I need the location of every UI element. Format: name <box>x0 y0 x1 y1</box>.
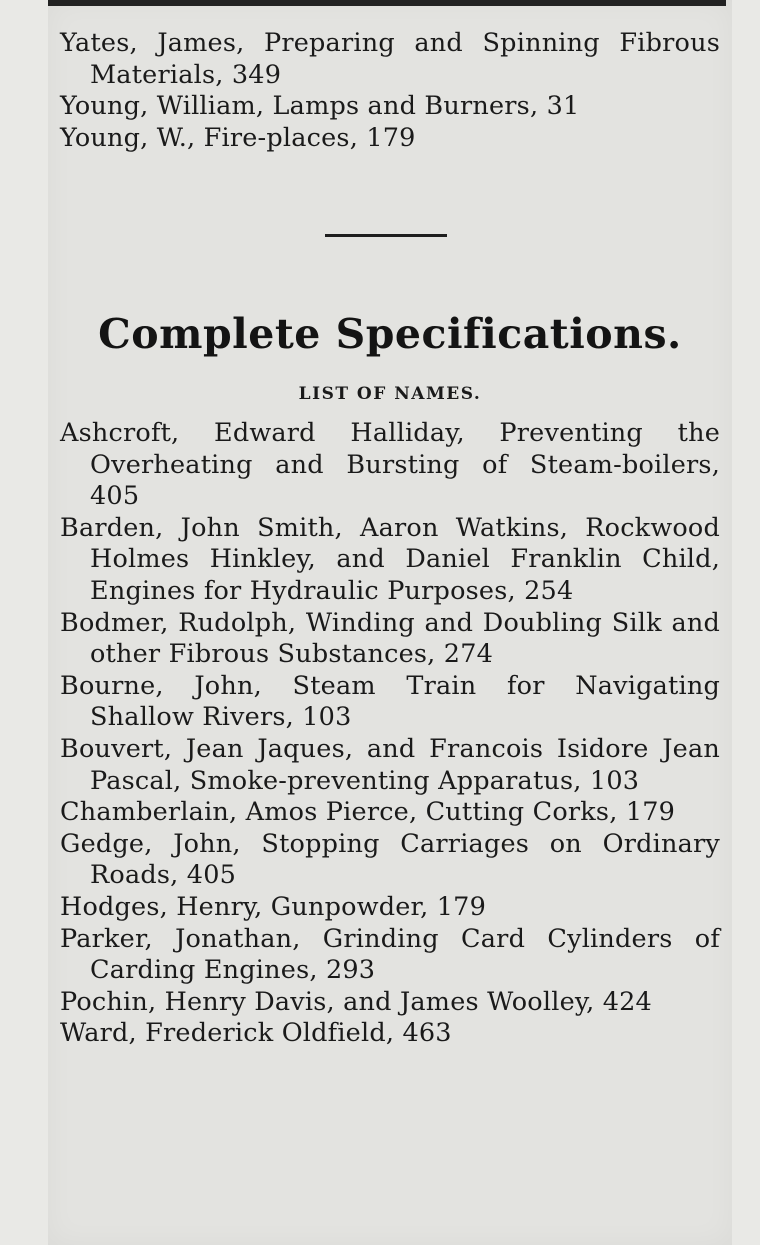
list-item: Parker, Jonathan, Grinding Card Cylinders of Carding Engines, 293 <box>60 923 720 986</box>
list-item: Bourne, John, Steam Train for Navigating Shallow Rivers, 103 <box>60 670 720 733</box>
section-title: Complete Specifications. <box>98 310 682 358</box>
specifications-list <box>60 418 720 1050</box>
list-item: Hodges, Henry, Gunpowder, 179 <box>60 891 487 922</box>
list-item: Pochin, Henry Davis, and James Woolley, 424 <box>60 986 652 1017</box>
section-divider <box>325 234 447 237</box>
list-item: Bodmer, Rudolph, Winding and Doubling Silk and other Fibrous Substances, 274 <box>60 607 720 670</box>
list-item: Gedge, John, Stopping Carriages on Ordinary Roads, 405 <box>60 828 720 891</box>
list-item: Young, William, Lamps and Burners, 31 <box>60 91 580 122</box>
list-item: Bouvert, Jean Jaques, and Francois Isidore Jean Pascal, Smoke-preventing Apparatus, 103 <box>60 733 720 796</box>
list-item: Ward, Frederick Oldfield, 463 <box>60 1018 452 1049</box>
top-rule <box>48 0 726 6</box>
list-item: Barden, John Smith, Aaron Watkins, Rockwood Holmes Hinkley, and Daniel Franklin Child, Engines for Hydraulic Purposes, 254 <box>60 512 720 606</box>
section-subtitle: LIST OF NAMES. <box>298 384 482 404</box>
list-item: Ashcroft, Edward Halliday, Preventing the Overheating and Bursting of Steam-boilers, 405 <box>60 418 720 512</box>
list-item: Young, W., Fire-places, 179 <box>60 122 416 153</box>
patent-list-continued <box>60 28 720 154</box>
list-item: Chamberlain, Amos Pierce, Cutting Corks, 179 <box>60 797 676 828</box>
list-item: Yates, James, Preparing and Spinning Fibrous Materials, 349 <box>60 28 720 90</box>
